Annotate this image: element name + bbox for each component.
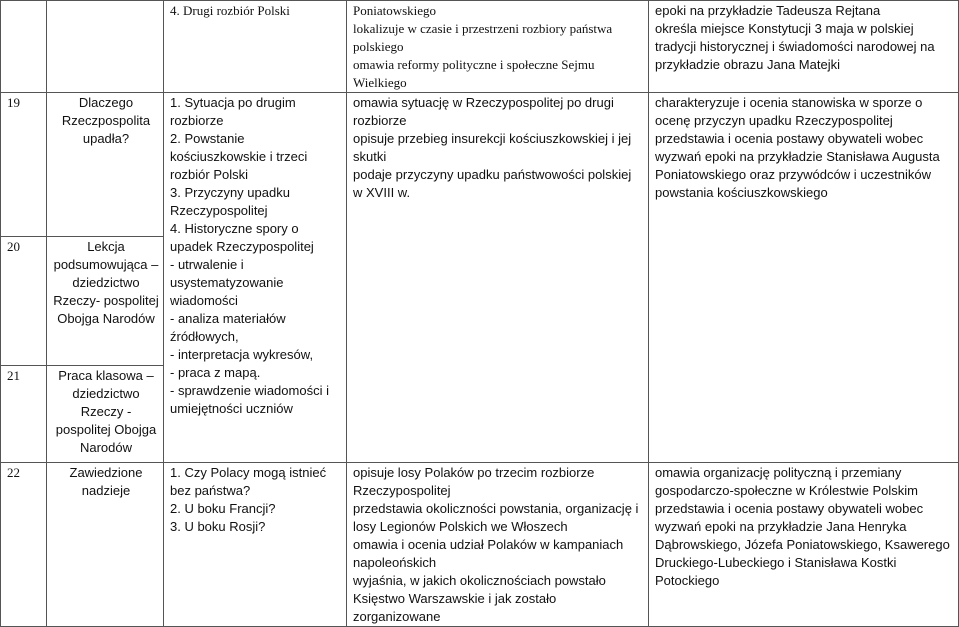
content-item: 2. U boku Francji?	[170, 501, 276, 516]
content-item: 2. Powstanie kościuszkowskie i trzeci rozbiór Polski	[170, 131, 308, 182]
lesson-number: 19	[1, 93, 47, 237]
lesson-title: Dlaczego Rzeczpospolita upadła?	[47, 93, 164, 237]
content-cell	[164, 93, 347, 463]
lesson-title: Zawiedzione nadzieje	[47, 463, 164, 627]
extended-cell	[649, 463, 959, 627]
extended-item: omawia organizację polityczną i przemiany gospodarczo-społeczne w Królestwie Polskim	[655, 465, 919, 498]
outcome-item: podaje przyczyny upadku państwowości polskiej w XVIII w.	[353, 167, 632, 200]
table-row	[1, 1, 959, 93]
extended-item: charakteryzuje i ocenia stanowiska w sporze o ocenę przyczyn upadku Rzeczypospolitej	[655, 95, 923, 128]
extended-item: epoki na przykładzie Tadeusza Rejtana	[655, 3, 881, 18]
extended-item: określa miejsce Konstytucji 3 maja w polskiej tradycji historycznej i świadomości narodowej na przykładzie obrazu Jana Matejki	[655, 21, 935, 72]
content-item: - interpretacja wykresów,	[170, 347, 314, 362]
table-row	[1, 93, 959, 237]
outcomes-cell	[347, 463, 649, 627]
outcome-item: omawia sytuację w Rzeczypospolitej po drugi rozbiorze	[353, 95, 614, 128]
outcome-item: Poniatowskiego	[353, 3, 437, 18]
outcome-item: przedstawia okoliczności powstania, organizację i losy Legionów Polskich we Włoszech	[353, 501, 639, 534]
lesson-title: Praca klasowa – dziedzictwo Rzeczy - pospolitej Obojga Narodów	[47, 366, 164, 463]
outcomes-cell	[347, 93, 649, 463]
lesson-title	[47, 1, 164, 93]
outcome-item: omawia i ocenia udział Polaków w kampaniach napoleońskich	[353, 537, 624, 570]
extended-item: przedstawia i ocenia postawy obywateli wobec wyzwań epoki na przykładzie Stanisława Augusta Poniatowskiego oraz przywódców i uczestników powstania kościuszkowskiego	[655, 131, 940, 200]
content-item: 4. Drugi rozbiór Polski	[170, 3, 290, 18]
content-cell	[164, 1, 347, 93]
lesson-title: Lekcja podsumowująca – dziedzictwo Rzeczy- pospolitej Obojga Narodów	[47, 237, 164, 366]
content-cell	[164, 463, 347, 627]
content-item: 3. Przyczyny upadku Rzeczypospolitej	[170, 185, 290, 218]
outcome-item: opisuje losy Polaków po trzecim rozbiorze Rzeczypospolitej	[353, 465, 595, 498]
lesson-number	[1, 1, 47, 93]
content-item: - analiza materiałów źródłowych,	[170, 311, 286, 344]
table-row	[1, 463, 959, 627]
content-item: - praca z mapą.	[170, 365, 261, 380]
outcome-item: wyjaśnia, w jakich okolicznościach powstało Księstwo Warszawskie i jak zostało zorganizowane	[353, 573, 606, 624]
content-item: - sprawdzenie wiadomości i umiejętności uczniów	[170, 383, 329, 416]
content-item: 4. Historyczne spory o upadek Rzeczypospolitej	[170, 221, 314, 254]
extended-item: przedstawia i ocenia postawy obywateli wobec wyzwań epoki na przykładzie Jana Henryka Dąbrowskiego, Józefa Poniatowskiego, Ksawerego Druckiego-Lubeckiego i Stanisława Kostki Potockiego	[655, 501, 950, 588]
outcomes-cell	[347, 1, 649, 93]
content-item: - utrwalenie i usystematyzowanie wiadomości	[170, 257, 284, 308]
content-item: 1. Sytuacja po drugim rozbiorze	[170, 95, 296, 128]
extended-cell	[649, 1, 959, 93]
lesson-number: 20	[1, 237, 47, 366]
lesson-number: 22	[1, 463, 47, 627]
lesson-number: 21	[1, 366, 47, 463]
extended-cell	[649, 93, 959, 463]
outcome-item: omawia reformy polityczne i społeczne Sejmu Wielkiego	[353, 57, 595, 90]
content-item: 3. U boku Rosji?	[170, 519, 266, 534]
content-item: 1. Czy Polacy mogą istnieć bez państwa?	[170, 465, 327, 498]
outcome-item: lokalizuje w czasie i przestrzeni rozbiory państwa polskiego	[353, 21, 613, 54]
outcome-item: opisuje przebieg insurekcji kościuszkowskiej i jej skutki	[353, 131, 632, 164]
